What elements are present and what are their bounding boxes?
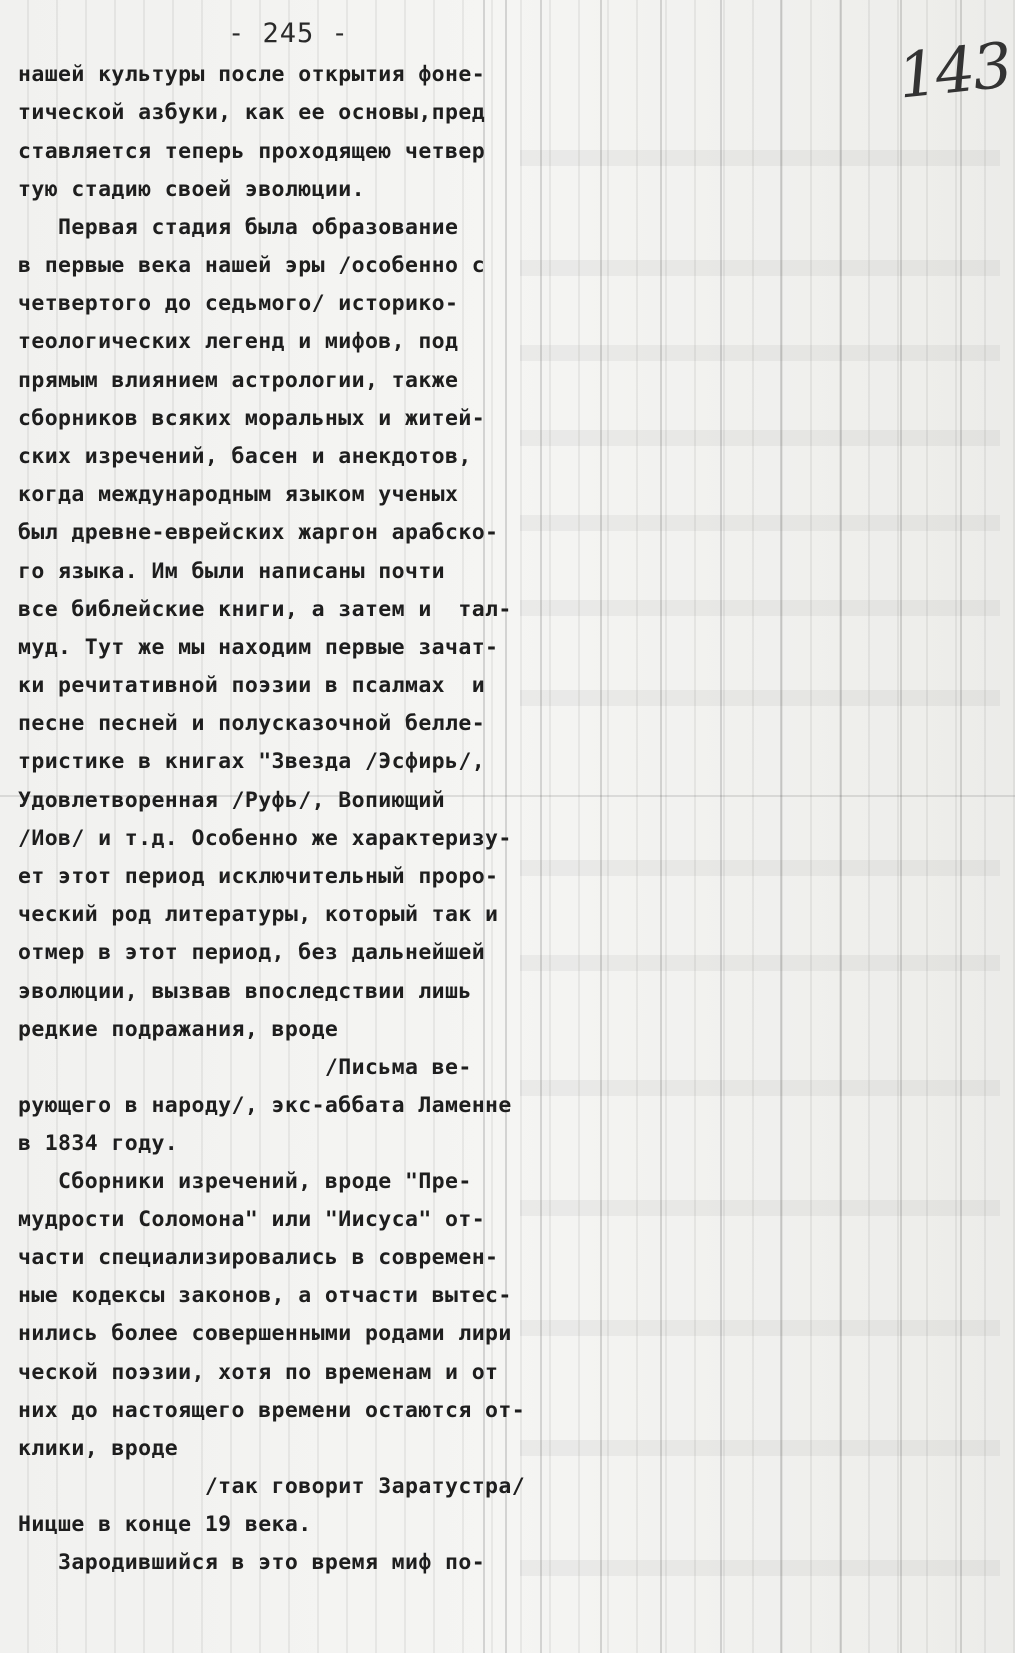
text-line: рующего в народу/, экс-аббата Ламенне (18, 1093, 512, 1118)
text-line: /Письма ве- (18, 1055, 472, 1080)
text-line: клики, вроде (18, 1436, 179, 1461)
text-line: мудрости Соломона" или "Иисуса" от- (18, 1207, 486, 1232)
text-line: теологических легенд и мифов, под (18, 329, 459, 354)
bleed-through-text (520, 1200, 1000, 1216)
text-line: ки речитативной поэзии в псалмах и (18, 673, 486, 698)
text-line: Сборники изречений, вроде "Пре- (18, 1169, 472, 1194)
bleed-through-text (520, 430, 1000, 446)
bleed-through-text (520, 860, 1000, 876)
bleed-through-text (520, 1080, 1000, 1096)
margin-rule (660, 0, 662, 1653)
margin-rule (840, 0, 842, 1653)
text-line: Первая стадия была образование (18, 215, 459, 240)
text-line: ческой поэзии, хотя по временам и от (18, 1360, 499, 1385)
text-line: песне песней и полусказочной белле- (18, 711, 486, 736)
margin-rule (960, 0, 962, 1653)
margin-rule (780, 0, 782, 1653)
text-line: редкие подражания, вроде (18, 1017, 339, 1042)
bleed-through-text (520, 150, 1000, 166)
text-line: тую стадию своей эволюции. (18, 177, 365, 202)
margin-rule (600, 0, 602, 1653)
text-line: ческий род литературы, который так и (18, 902, 499, 927)
text-line: ет этот период исключительный проро- (18, 864, 499, 889)
text-line: сборников всяких моральных и житей- (18, 406, 486, 431)
bleed-through-text (520, 1560, 1000, 1576)
text-line: прямым влиянием астрологии, также (18, 368, 459, 393)
bleed-through-text (520, 260, 1000, 276)
text-line: отмер в этот период, без дальнейшей (18, 940, 486, 965)
text-line: части специализировались в современ- (18, 1245, 499, 1270)
bleed-through-text (520, 690, 1000, 706)
text-line: нились более совершенными родами лири (18, 1321, 512, 1346)
bleed-through-text (520, 515, 1000, 531)
text-line: /Иов/ и т.д. Особенно же характеризу- (18, 826, 512, 851)
margin-rule (720, 0, 722, 1653)
text-line: них до настоящего времени остаются от- (18, 1398, 526, 1423)
text-line: все библейские книги, а затем и тал- (18, 597, 512, 622)
text-line: четвертого до седьмого/ историко- (18, 291, 459, 316)
text-line: /так говорит Заратустра/ (18, 1474, 526, 1499)
text-line: муд. Тут же мы находим первые зачат- (18, 635, 499, 660)
handwritten-folio-number: 143 (894, 28, 1014, 113)
bleed-through-text (520, 600, 1000, 616)
text-line: тической азбуки, как ее основы,пред (18, 100, 486, 125)
bleed-through-text (520, 345, 1000, 361)
text-line: Зародившийся в это время миф по- (18, 1550, 486, 1575)
text-line: Удовлетворенная /Руфь/, Вопиющий (18, 788, 446, 813)
text-line: Ницше в конце 19 века. (18, 1512, 312, 1537)
text-line: ских изречений, басен и анекдотов, (18, 444, 472, 469)
text-line: когда международным языком ученых (18, 482, 459, 507)
text-line: ставляется теперь проходящею четвер (18, 139, 486, 164)
text-line: го языка. Им были написаны почти (18, 559, 446, 584)
text-line: ные кодексы законов, а отчасти вытес- (18, 1283, 512, 1308)
text-line: был древне-еврейских жаргон арабско- (18, 520, 499, 545)
text-line: нашей культуры после открытия фоне- (18, 62, 486, 87)
bleed-through-text (520, 1440, 1000, 1456)
margin-rule (540, 0, 542, 1653)
margin-rule (900, 0, 902, 1653)
page-number: - 245 - (228, 18, 349, 49)
bleed-through-text (520, 955, 1000, 971)
bleed-through-text (520, 1320, 1000, 1336)
text-line: в первые века нашей эры /особенно с (18, 253, 486, 278)
text-line: в 1834 году. (18, 1131, 179, 1156)
text-line: тристике в книгах "Звезда /Эсфирь/, (18, 749, 486, 774)
text-line: эволюции, вызвав впоследствии лишь (18, 979, 472, 1004)
